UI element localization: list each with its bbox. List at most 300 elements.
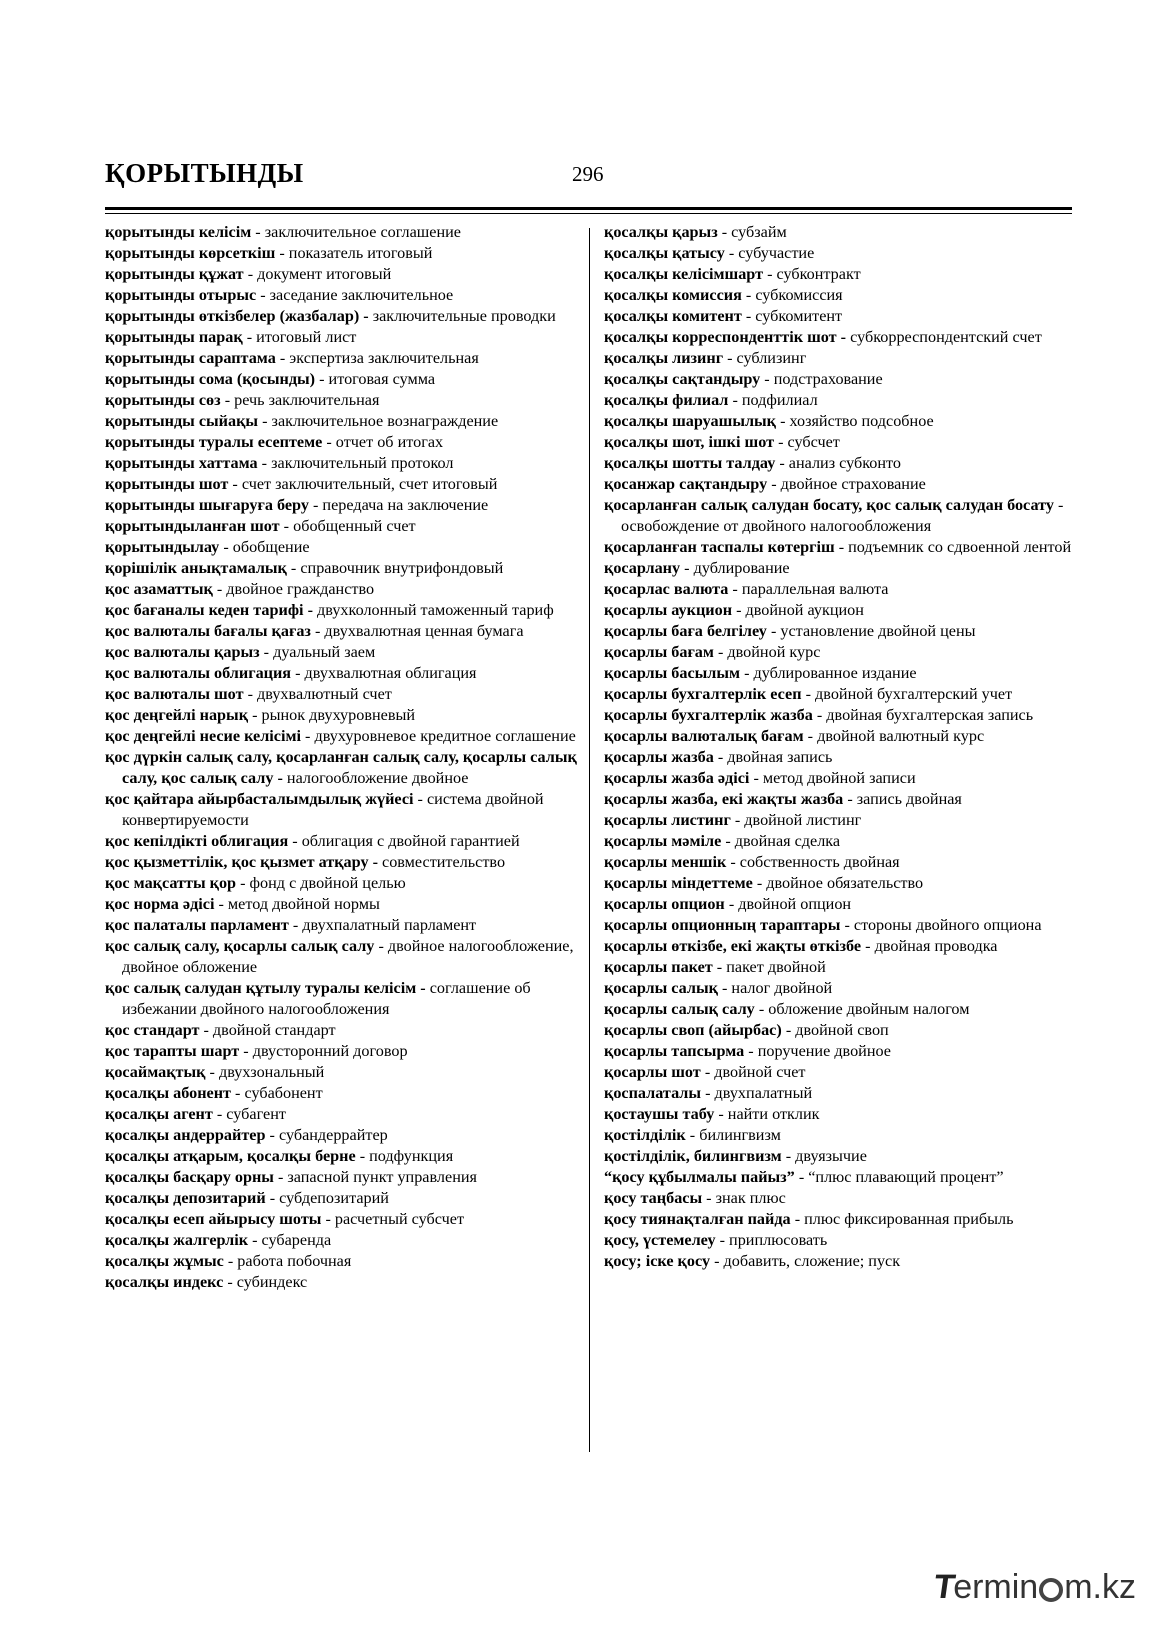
right-column [604,222,1074,1272]
entry-definition: - двойной своп [781,1021,889,1039]
entry-term: қорытынды туралы есептеме [105,433,323,451]
dictionary-entry [604,684,1074,705]
entry-definition: - обобщение [219,538,310,556]
entry-term: қосарлы мәміле [604,832,722,850]
dictionary-entry [105,495,583,516]
dictionary-entry [604,495,1074,537]
entry-definition: - субиндекс [223,1273,308,1291]
dictionary-entry [105,789,583,831]
entry-term: қосалқы жұмыс [105,1252,224,1270]
entry-term: қос валюталы шот [105,685,244,703]
dictionary-entry [105,684,583,705]
dictionary-entry [604,831,1074,852]
dictionary-entry [604,453,1074,474]
entry-definition: - хозяйство подсобное [776,412,934,430]
entry-definition: - освобождение от двойного налогообложения [621,496,1064,535]
dictionary-entry [105,432,583,453]
dictionary-entry [105,516,583,537]
entry-definition: - двойной аукцион [732,601,864,619]
entry-term: қосарлы своп (айырбас) [604,1021,782,1039]
entry-term: қос қызметтілік, қос қызмет атқару - [105,853,378,871]
entry-term: қостілділік, билингвизм [604,1147,782,1165]
entry-term: қосаймақтық [105,1063,206,1081]
entry-term: қосарлы міндеттеме [604,874,753,892]
dictionary-entry [604,999,1074,1020]
dictionary-entry [105,264,583,285]
entry-definition: - двойное налогообложение, двойное обложение [122,937,574,976]
entry-definition: - заключительное соглашение [251,223,461,241]
entry-term: қосарлы бухгалтерлік есеп [604,685,802,703]
dictionary-entry [105,1083,583,1104]
dictionary-entry [105,978,583,1020]
entry-term: қосарлы басылым [604,664,741,682]
entry-term: қосу таңбасы [604,1189,703,1207]
entry-definition: - двойной счет [700,1063,806,1081]
entry-definition: - субкомитент [741,307,843,325]
entry-term: қос норма әдісі [105,895,215,913]
entry-definition: - фонд с двойной целью [236,874,406,892]
entry-term: қосалқы лизинг [604,349,724,367]
entry-definition: - итоговая сумма [315,370,436,388]
dictionary-entry [604,978,1074,999]
entry-definition: - заключительное вознаграждение [258,412,499,430]
entry-definition: - сублизинг [723,349,807,367]
dictionary-entry [105,222,583,243]
watermark-ring-icon [1039,1578,1063,1602]
entry-definition: - двухуровневое кредитное соглашение [300,727,576,745]
entry-definition: - субкомиссия [741,286,843,304]
entry-definition: - двойная проводка [861,937,998,955]
entry-definition: - облигация с двойной гарантией [288,832,520,850]
entry-term: қосарлы аукцион [604,601,733,619]
entry-definition: - субандеррайтер [265,1126,388,1144]
dictionary-entry [105,915,583,936]
entry-definition: - справочник внутрифондовый [286,559,504,577]
dictionary-entry [105,621,583,642]
entry-definition: - двойная запись [713,748,833,766]
dictionary-entry [105,327,583,348]
entry-term: қос валюталы облигация [105,664,292,682]
dictionary-entry [604,957,1074,978]
dictionary-entry [604,768,1074,789]
entry-term: қосарлы баға белгілеу [604,622,767,640]
dictionary-entry [604,327,1074,348]
entry-definition: - субдепозитарий [265,1189,389,1207]
entry-term: қосарлы салық [604,979,718,997]
dictionary-entry [604,1167,1074,1188]
entry-definition: - двухпалатный [701,1084,813,1102]
entry-definition: - двухвалютная облигация [291,664,477,682]
entry-definition: - система двойной конвертируемости [122,790,544,829]
dictionary-entry [105,1251,583,1272]
entry-term: қостілділік [604,1126,686,1144]
entry-term: қос кепілдікті облигация [105,832,289,850]
dictionary-entry [604,810,1074,831]
entry-term: қосарлы шот [604,1063,701,1081]
dictionary-entry [604,1209,1074,1230]
dictionary-entry [604,306,1074,327]
entry-term: қосарланған таспалы көтергіш [604,538,835,556]
dictionary-entry [604,1230,1074,1251]
entry-term: қостаушы табу [604,1105,715,1123]
entry-term: “қосу құбылмалы пайыз” [604,1168,795,1186]
entry-term: қос тарапты шарт [105,1042,240,1060]
entry-definition: - речь заключительная [220,391,380,409]
entry-term: қорытынды шығаруға беру [105,496,309,514]
dictionary-entry [105,726,583,747]
entry-term: қосарлы пакет [604,958,713,976]
entry-definition: - двойное страхование [767,475,926,493]
entry-term: қосалқы андеррайтер [105,1126,266,1144]
dictionary-entry [604,579,1074,600]
dictionary-entry [604,1041,1074,1062]
entry-definition: - запасной пункт управления [273,1168,477,1186]
entry-term: қосалқы келісімшарт [604,265,764,283]
entry-term: қорытынды өткізбелер (жазбалар) - [105,307,369,325]
entry-definition: - собственность двойная [726,853,900,871]
entry-term: қосарлы жазба, екі жақты жазба [604,790,844,808]
dictionary-entry [105,642,583,663]
entry-term: қос палаталы парламент [105,916,289,934]
dictionary-entry [105,600,583,621]
dictionary-entry [105,894,583,915]
entry-term: қорытынды сараптама [105,349,276,367]
dictionary-entry [604,705,1074,726]
entry-definition: - знак плюс [702,1189,786,1207]
dictionary-entry [604,747,1074,768]
entry-term: қосу тиянақталған пайда [604,1210,791,1228]
entry-term: қорытынды шот [105,475,229,493]
entry-definition: - “плюс плавающий процент” [794,1168,1004,1186]
entry-definition: - итоговый лист [242,328,357,346]
entry-term: қорытынды құжат [105,265,244,283]
dictionary-entry [604,1083,1074,1104]
dictionary-entry [604,243,1074,264]
entry-term: қос стандарт [105,1021,200,1039]
entry-definition: - двухвалютный счет [243,685,392,703]
entry-definition: - метод двойной записи [749,769,916,787]
dictionary-entry [105,1125,583,1146]
entry-term: қосалқы қарыз [604,223,718,241]
entry-term: қосалқы шаруашылық [604,412,777,430]
entry-definition: - обобщенный счет [279,517,416,535]
entry-definition: - двойной валютный курс [803,727,985,745]
entry-term: қос азаматтық [105,580,213,598]
dictionary-entry [604,663,1074,684]
entry-term: қоспалаталы [604,1084,702,1102]
dictionary-entry [604,1146,1074,1167]
entry-term: қорытынды парақ [105,328,243,346]
entry-definition: - субагент [212,1105,286,1123]
dictionary-entry [604,1188,1074,1209]
header-rule-thick [105,207,1072,210]
watermark-letter-t: T [931,1568,956,1606]
entry-definition: - двойной стандарт [199,1021,336,1039]
entry-term: қосалқы есеп айырысу шоты [105,1210,322,1228]
entry-term: қосарлы опционның тараптары [604,916,841,934]
entry-term: қос салық салудан құтылу туралы келісім - [105,979,426,997]
entry-definition: двухколонный таможенный тариф [312,601,554,619]
dictionary-entry [105,537,583,558]
entry-term: қосарлану [604,559,681,577]
dictionary-entry [105,831,583,852]
dictionary-entry [604,411,1074,432]
dictionary-entry [604,1251,1074,1272]
dictionary-entry [105,453,583,474]
entry-definition: налогообложение двойное [282,769,469,787]
dictionary-entry [604,222,1074,243]
dictionary-entry [604,474,1074,495]
entry-term: қосарлы бағам [604,643,714,661]
entry-term: қосу, үстемелеу [604,1231,716,1249]
dictionary-entry [604,789,1074,810]
entry-definition: - расчетный субсчет [321,1210,465,1228]
entry-term: қорытынды отырыс [105,286,257,304]
entry-definition: - налог двойной [717,979,833,997]
dictionary-entry [604,642,1074,663]
entry-term: қосарлы салық салу [604,1000,755,1018]
entry-term: қорытынды келісім [105,223,252,241]
entry-definition: - двойной листинг [730,811,862,829]
dictionary-entry [604,621,1074,642]
dictionary-entry [105,474,583,495]
entry-term: қосалқы корреспонденттік шот - [604,328,847,346]
entry-definition: - двухпалатный парламент [288,916,477,934]
entry-term: қосарланған салық салудан босату, қос салық салудан босату [604,496,1054,514]
dictionary-entry [105,1146,583,1167]
entry-term: қосалқы депозитарий [105,1189,266,1207]
entry-term: қорытындыланған шот [105,517,280,535]
dictionary-entry [105,1188,583,1209]
entry-definition: - двойной бухгалтерский учет [801,685,1013,703]
entry-definition: - двойной опцион [724,895,852,913]
entry-definition: - двуязычие [781,1147,867,1165]
entry-definition: заключительные проводки [368,307,556,325]
entry-definition: - подфункция [355,1147,454,1165]
entry-term: қос мақсатты қор [105,874,237,892]
entry-term: қосу; іске қосу [604,1252,711,1270]
entry-definition: - показатель итоговый [275,244,433,262]
entry-definition: - отчет об итогах [322,433,444,451]
entry-term: қос салық салу, қосарлы салық салу [105,937,375,955]
entry-definition: - субаренда [248,1231,332,1249]
entry-term: қорытынды көрсеткіш [105,244,276,262]
entry-definition: - метод двойной нормы [214,895,380,913]
entry-definition: - приплюсовать [715,1231,828,1249]
dictionary-entry [105,663,583,684]
entry-definition: - подстрахование [760,370,883,388]
dictionary-entry [604,1125,1074,1146]
entry-definition: - передача на заключение [308,496,489,514]
entry-definition: - билингвизм [685,1126,781,1144]
entry-term: қос деңгейлі нарық [105,706,249,724]
entry-definition: совместительство [377,853,506,871]
entry-term: қосанжар сақтандыру [604,475,768,493]
dictionary-entry [105,1230,583,1251]
dictionary-entry [105,1209,583,1230]
entry-term: қос валюталы бағалы қағаз [105,622,311,640]
entry-term: қорытынды сөз [105,391,221,409]
entry-definition: - стороны двойного опциона [840,916,1042,934]
dictionary-entry [604,348,1074,369]
entry-definition: - двухвалютная ценная бумага [310,622,524,640]
dictionary-entry [105,348,583,369]
entry-definition: - субучастие [724,244,815,262]
entry-term: қосалқы комиссия [604,286,742,304]
entry-term: қосалқы комитент [604,307,742,325]
dictionary-entry [105,411,583,432]
entry-term: қос бағаналы кеден тарифі - [105,601,313,619]
dictionary-entry [105,369,583,390]
header-rule-thin [105,213,1072,214]
watermark-text-mid: ermin [953,1568,1039,1606]
dictionary-entry [105,705,583,726]
dictionary-entry [604,915,1074,936]
entry-definition: субкорреспондентский счет [846,328,1042,346]
entry-term: қорытынды сома (қосынды) [105,370,316,388]
entry-definition: - найти отклик [714,1105,820,1123]
entry-term: қос дүркін салық салу, қосарланған салық салу, қосарлы салық салу, қос салық салу - [105,748,577,787]
dictionary-entry [105,285,583,306]
dictionary-entry [604,432,1074,453]
entry-definition: - добавить, сложение; пуск [710,1252,901,1270]
entry-term: қосалқы шот, ішкі шот [604,433,775,451]
entry-term: қосалқы агент [105,1105,213,1123]
entry-definition: - двойная сделка [721,832,841,850]
entry-term: қорытындылау [105,538,220,556]
entry-term: қосарлас валюта [604,580,729,598]
dictionary-entry [105,1272,583,1293]
entry-definition: - двойное гражданство [212,580,375,598]
page-header-title: ҚОРЫТЫНДЫ [105,158,304,188]
page-number: 296 [572,162,604,186]
entry-term: қосалқы индекс [105,1273,224,1291]
dictionary-entry [604,1062,1074,1083]
dictionary-entry [105,873,583,894]
dictionary-entry [105,306,583,327]
entry-term: қосарлы опцион [604,895,725,913]
dictionary-entry [105,243,583,264]
dictionary-entry [604,873,1074,894]
entry-term: қосалқы басқару орны [105,1168,274,1186]
dictionary-entry [604,390,1074,411]
entry-definition: - субконтракт [763,265,861,283]
entry-definition: - заседание заключительное [256,286,454,304]
entry-definition: - дублирование [680,559,790,577]
entry-term: қосарлы листинг [604,811,731,829]
dictionary-entry [105,390,583,411]
dictionary-entry [604,264,1074,285]
entry-term: қосарлы өткізбе, екі жақты өткізбе [604,937,862,955]
entry-definition: - субсчет [774,433,840,451]
entry-term: қосалқы шотты талдау [604,454,776,472]
dictionary-entry [604,369,1074,390]
entry-term: қосарлы жазба әдісі [604,769,750,787]
dictionary-entry [105,852,583,873]
entry-term: қосалқы атқарым, қосалқы берне [105,1147,356,1165]
dictionary-entry [105,1167,583,1188]
entry-term: қосарлы бухгалтерлік жазба [604,706,813,724]
entry-definition: - документ итоговый [243,265,392,283]
entry-term: қос валюталы қарыз [105,643,260,661]
entry-definition: - двухзональный [205,1063,325,1081]
entry-definition: - заключительный протокол [257,454,454,472]
entry-definition: - субабонент [231,1084,323,1102]
dictionary-entry [604,600,1074,621]
entry-definition: - анализ субконто [775,454,901,472]
entry-definition: - дуальный заем [259,643,376,661]
entry-definition: - экспертиза заключительная [275,349,479,367]
entry-definition: - двойной курс [713,643,821,661]
dictionary-entry [105,1041,583,1062]
entry-definition: - счет заключительный, счет итоговый [228,475,498,493]
entry-term: қос қайтара айырбасталымдылық жүйесі [105,790,414,808]
entry-definition: - подфилиал [728,391,818,409]
left-column [105,222,583,1293]
entry-definition: - двойная бухгалтерская запись [812,706,1034,724]
entry-term: қорытынды сыйақы [105,412,259,430]
dictionary-entry [105,558,583,579]
column-divider [589,228,590,1452]
dictionary-entry [105,1020,583,1041]
entry-term: қосалқы қатысу [604,244,725,262]
entry-term: қорытынды хаттама [105,454,258,472]
entry-definition: - параллельная валюта [728,580,889,598]
dictionary-entry [604,894,1074,915]
termincom-watermark-logo [931,1568,1136,1607]
entry-definition: - поручение двойное [744,1042,891,1060]
entry-term: қосарлы валюталық бағам [604,727,804,745]
entry-definition: - двусторонний договор [239,1042,408,1060]
entry-definition: - обложение двойным налогом [754,1000,970,1018]
dictionary-entry [105,747,583,789]
watermark-text-post: m.kz [1064,1568,1136,1606]
entry-definition: - работа побочная [223,1252,352,1270]
entry-term: қос деңгейлі несие келісімі [105,727,301,745]
dictionary-entry [105,1062,583,1083]
entry-term: қорішілік анықтамалық [105,559,287,577]
entry-term: қосалқы жалгерлік [105,1231,249,1249]
entry-term: қосалқы сақтандыру [604,370,761,388]
dictionary-entry [604,558,1074,579]
entry-term: қосалқы абонент [105,1084,231,1102]
entry-definition: - двойное обязательство [752,874,924,892]
entry-definition: - субзайм [717,223,787,241]
entry-definition: - запись двойная [843,790,962,808]
entry-definition: - плюс фиксированная прибыль [790,1210,1014,1228]
entry-definition: - пакет двойной [712,958,826,976]
dictionary-entry [105,1104,583,1125]
dictionary-entry [604,936,1074,957]
entry-definition: - рынок двухуровневый [248,706,416,724]
dictionary-entry [604,852,1074,873]
entry-definition: соглашение об избежании двойного налогообложения [122,979,531,1018]
entry-term: қосарлы жазба [604,748,714,766]
dictionary-entry [604,1020,1074,1041]
dictionary-entry [105,936,583,978]
entry-term: қосарлы меншік [604,853,727,871]
entry-term: қосалқы филиал [604,391,729,409]
entry-term: қосарлы тапсырма [604,1042,745,1060]
dictionary-entry [604,537,1074,558]
entry-definition: - установление двойной цены [766,622,976,640]
entry-definition: - дублированное издание [740,664,917,682]
dictionary-entry [604,285,1074,306]
entry-definition: - подъемник со сдвоенной лентой [834,538,1072,556]
dictionary-entry [604,726,1074,747]
dictionary-entry [604,1104,1074,1125]
dictionary-entry [105,579,583,600]
